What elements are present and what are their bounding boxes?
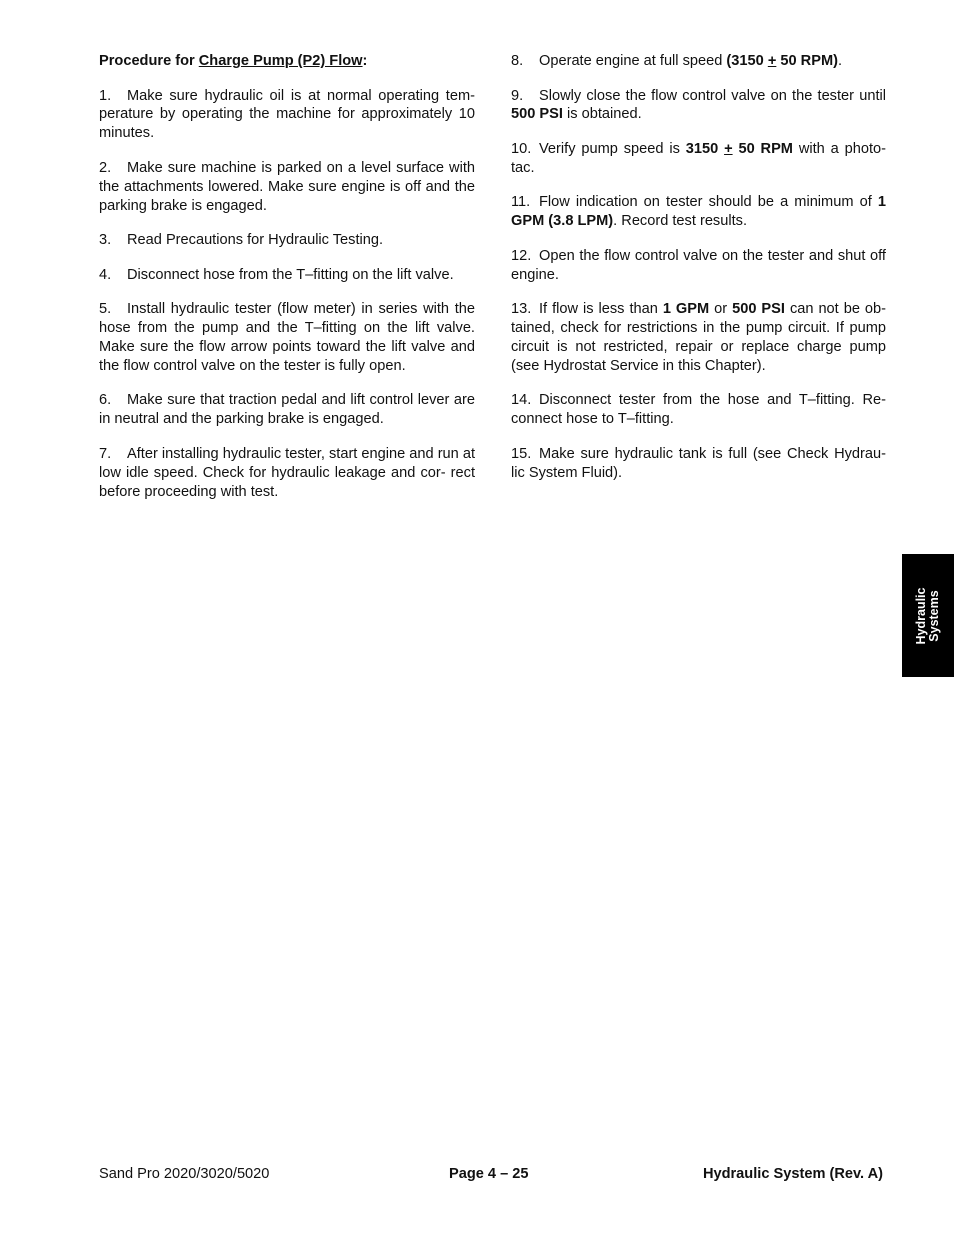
- step-2: [99, 159, 475, 216]
- step-text: Make sure machine is parked on a level surface with the attachments lowered. Make sure engine is off and the parking brake is engaged.: [99, 159, 475, 214]
- step-text: Disconnect hose from the T–fitting on the lift valve.: [127, 266, 454, 283]
- step-text: If flow is less than: [539, 301, 663, 318]
- step-text: Make sure that traction pedal and lift control lever are in neutral and the parking brake is engaged.: [99, 392, 475, 428]
- step-text: Slowly close the flow control valve on the tester until: [539, 87, 886, 104]
- step-bold: 50 RPM: [732, 140, 793, 157]
- step-4: [99, 266, 475, 285]
- section-tab: [902, 554, 954, 677]
- step-bold: 500 PSI: [732, 301, 785, 318]
- step-1: [99, 87, 475, 144]
- step-number: 13.: [511, 301, 532, 318]
- step-7: [99, 445, 475, 502]
- step-text: Verify pump speed is: [539, 140, 686, 157]
- step-3: [99, 231, 475, 250]
- step-text: .: [837, 53, 843, 69]
- step-number: 4.: [99, 266, 112, 283]
- step-13: [511, 300, 886, 376]
- section-tab-label: [915, 587, 941, 644]
- plus-minus-sign: +: [767, 53, 777, 69]
- step-11: [511, 193, 886, 231]
- plus-minus-sign: +: [724, 140, 733, 157]
- step-text: is obtained.: [562, 106, 642, 123]
- procedure-heading: [99, 52, 475, 71]
- left-column: [99, 52, 475, 517]
- footer-page-number: Page 4 – 25: [449, 1166, 529, 1182]
- step-text: Make sure hydraulic tank is full (see Check Hydrau- lic System Fluid).: [511, 445, 886, 481]
- section-tab-line2: Systems: [927, 589, 941, 642]
- step-bold: 50 RPM): [776, 53, 838, 69]
- section-tab-line1: Hydraulic: [914, 587, 928, 644]
- footer-section-title: Hydraulic System (Rev. A): [702, 1166, 883, 1182]
- step-text: Open the flow control valve on the tester and shut off engine.: [511, 247, 886, 283]
- step-number: 9.: [511, 87, 524, 104]
- step-10: [511, 140, 886, 178]
- step-number: 3.: [99, 232, 112, 249]
- step-text: Make sure hydraulic oil is at normal operating tem- perature by operating the machine for approximately 10 minutes.: [99, 87, 475, 142]
- step-text: Install hydraulic tester (flow meter) in series with the hose from the pump and the T–fitting on the lift valve. Make sure the flow arrow points toward the lift valve and the flow control valve on the tester is fully open.: [99, 301, 475, 374]
- step-6: [99, 391, 475, 429]
- step-text: Flow indication on tester should be a minimum of: [539, 194, 878, 211]
- step-bold: 1 GPM: [662, 301, 710, 318]
- step-8: [511, 52, 886, 71]
- step-number: 7.: [99, 445, 112, 462]
- right-column: [511, 52, 886, 498]
- step-text: After installing hydraulic tester, start engine and run at low idle speed. Check for hydraulic leakage and cor- rect before proceeding with test.: [99, 445, 476, 500]
- step-number: 14.: [511, 392, 532, 409]
- step-number: 8.: [511, 53, 524, 69]
- footer-model: Sand Pro 2020/3020/5020: [99, 1166, 270, 1182]
- step-bold: 3150: [685, 140, 725, 157]
- step-bold: (3150: [726, 53, 768, 69]
- step-text: Operate engine at full speed: [539, 53, 727, 69]
- step-number: 6.: [99, 392, 112, 409]
- heading-prefix: Procedure for: [99, 53, 199, 69]
- step-number: 10.: [511, 140, 532, 157]
- step-text: Read Precautions for Hydraulic Testing.: [127, 232, 384, 249]
- step-9: [511, 87, 886, 125]
- step-number: 11.: [511, 194, 531, 211]
- step-number: 2.: [99, 159, 112, 176]
- heading-suffix: :: [362, 53, 368, 69]
- step-14: [511, 391, 886, 429]
- step-15: [511, 445, 886, 483]
- step-5: [99, 300, 475, 376]
- step-number: 12.: [511, 247, 532, 264]
- step-text: Disconnect tester from the hose and T–fitting. Re- connect hose to T–fitting.: [511, 392, 886, 428]
- step-text: with a photo- tac.: [511, 140, 886, 176]
- step-number: 15.: [511, 445, 532, 462]
- step-number: 1.: [99, 87, 112, 104]
- step-text: can not be ob- tained, check for restrictions in the pump circuit. If pump circuit is not restricted, repair or replace charge pump (see Hydrostat Service in this Chapter).: [511, 301, 887, 374]
- heading-title: Charge Pump (P2) Flow: [198, 53, 363, 69]
- step-text: . Record test results.: [613, 213, 747, 230]
- step-number: 5.: [99, 301, 112, 318]
- step-text: or: [709, 301, 733, 318]
- step-12: [511, 247, 886, 285]
- step-bold: 500 PSI: [511, 106, 563, 123]
- step-bold: 1 GPM (3.8 LPM): [511, 194, 886, 230]
